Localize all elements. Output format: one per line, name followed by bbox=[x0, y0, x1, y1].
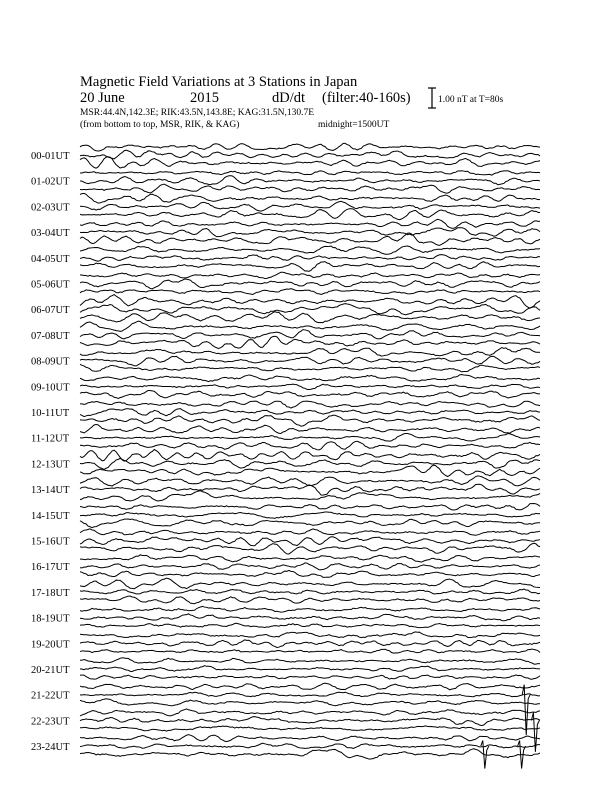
trace-rik-22-23ut bbox=[80, 717, 540, 726]
trace-msr-09-10ut bbox=[80, 390, 540, 398]
trace-msr-23-24ut bbox=[80, 749, 540, 759]
trace-rik-09-10ut bbox=[80, 384, 540, 389]
trace-rik-04-05ut bbox=[80, 255, 540, 262]
trace-kag-16-17ut bbox=[80, 555, 540, 562]
hour-label: 17-18UT bbox=[31, 587, 70, 599]
hour-label: 06-07UT bbox=[31, 305, 70, 317]
hour-label: 18-19UT bbox=[31, 613, 70, 625]
hour-label: 14-15UT bbox=[31, 510, 70, 522]
hour-labels bbox=[31, 151, 70, 753]
trace-kag-11-12ut bbox=[80, 425, 540, 434]
stations-coordinates: MSR:44.4N,142.3E; RIK:43.5N,143.8E; KAG:31.5N,130.7E bbox=[80, 108, 315, 118]
trace-rik-21-22ut bbox=[80, 692, 540, 696]
quantity-label: dD/dt bbox=[272, 90, 306, 106]
trace-rik-11-12ut bbox=[80, 433, 540, 441]
chart-title: Magnetic Field Variations at 3 Stations in Japan bbox=[80, 74, 358, 90]
trace-kag-19-20ut bbox=[80, 632, 540, 638]
trace-msr-18-19ut bbox=[80, 623, 540, 627]
date-day: 20 June bbox=[80, 90, 125, 106]
trace-msr-08-09ut bbox=[80, 364, 540, 372]
trace-kag-08-09ut bbox=[80, 348, 540, 357]
trace-rik-06-07ut bbox=[80, 304, 540, 315]
trace-msr-04-05ut bbox=[80, 262, 540, 272]
midnight-note: midnight=1500UT bbox=[318, 120, 390, 130]
trace-msr-10-11ut bbox=[80, 415, 540, 426]
hour-label: 03-04UT bbox=[31, 228, 70, 240]
trace-msr-22-23ut bbox=[80, 726, 540, 731]
filter-label: (filter:40-160s) bbox=[322, 90, 411, 106]
hour-label: 20-21UT bbox=[31, 665, 70, 676]
trace-kag-05-06ut bbox=[80, 272, 540, 278]
trace-kag-18-19ut bbox=[80, 606, 540, 612]
scale-bar bbox=[428, 88, 436, 108]
trace-kag-07-08ut bbox=[80, 321, 540, 331]
trace-rik-19-20ut bbox=[80, 640, 540, 648]
trace-msr-19-20ut bbox=[80, 649, 540, 653]
trace-kag-06-07ut bbox=[80, 295, 540, 309]
trace-msr-17-18ut bbox=[80, 596, 540, 604]
trace-rik-20-21ut bbox=[80, 666, 540, 672]
trace-kag-20-21ut bbox=[80, 658, 540, 664]
traces bbox=[80, 143, 540, 768]
trace-kag-01-02ut bbox=[80, 171, 540, 175]
trace-rik-12-13ut bbox=[80, 458, 540, 469]
trace-kag-21-22ut bbox=[80, 683, 540, 690]
hour-label: 15-16UT bbox=[31, 536, 70, 548]
trace-msr-07-08ut bbox=[80, 336, 540, 348]
hour-label: 01-02UT bbox=[31, 176, 70, 188]
trace-rik-01-02ut bbox=[80, 176, 540, 185]
trace-msr-21-22ut bbox=[80, 699, 540, 706]
trace-rik-23-24ut bbox=[80, 743, 540, 748]
hour-label: 09-10UT bbox=[31, 382, 70, 394]
hour-label: 08-09UT bbox=[31, 356, 70, 368]
trace-rik-15-16ut bbox=[80, 537, 540, 546]
hour-label: 05-06UT bbox=[31, 279, 70, 291]
date-year: 2015 bbox=[190, 90, 219, 106]
trace-msr-20-21ut bbox=[80, 675, 540, 679]
trace-order-note: (from bottom to top, MSR, RIK, & KAG) bbox=[80, 120, 240, 130]
trace-msr-11-12ut bbox=[80, 441, 540, 450]
trace-kag-15-16ut bbox=[80, 529, 540, 535]
trace-msr-14-15ut bbox=[80, 519, 540, 528]
trace-kag-02-03ut bbox=[80, 193, 540, 203]
hour-label: 00-01UT bbox=[31, 151, 70, 162]
hour-label: 10-11UT bbox=[31, 408, 70, 419]
trace-rik-07-08ut bbox=[80, 330, 540, 339]
hour-label: 13-14UT bbox=[31, 485, 70, 497]
trace-msr-06-07ut bbox=[80, 312, 540, 323]
trace-rik-14-15ut bbox=[80, 512, 540, 518]
trace-msr-15-16ut bbox=[80, 543, 540, 554]
hour-label: 22-23UT bbox=[31, 716, 70, 728]
trace-msr-16-17ut bbox=[80, 570, 540, 577]
trace-kag-13-14ut bbox=[80, 476, 540, 486]
trace-kag-12-13ut bbox=[80, 450, 540, 462]
hour-label: 12-13UT bbox=[31, 459, 70, 471]
trace-kag-17-18ut bbox=[80, 578, 540, 589]
trace-rik-00-01ut bbox=[80, 150, 540, 159]
trace-rik-17-18ut bbox=[80, 589, 540, 594]
trace-rik-16-17ut bbox=[80, 563, 540, 570]
trace-rik-02-03ut bbox=[80, 201, 540, 211]
trace-rik-18-19ut bbox=[80, 614, 540, 621]
trace-msr-05-06ut bbox=[80, 289, 540, 295]
trace-msr-01-02ut bbox=[80, 184, 540, 193]
trace-msr-02-03ut bbox=[80, 209, 540, 220]
trace-msr-12-13ut bbox=[80, 465, 540, 476]
trace-kag-23-24ut bbox=[80, 735, 540, 742]
hour-label: 21-22UT bbox=[31, 690, 70, 702]
hour-label: 02-03UT bbox=[31, 202, 70, 214]
trace-kag-09-10ut bbox=[80, 375, 540, 382]
trace-rik-08-09ut bbox=[80, 356, 540, 366]
hour-label: 23-24UT bbox=[31, 742, 70, 754]
hour-label: 16-17UT bbox=[31, 562, 70, 574]
trace-kag-03-04ut bbox=[80, 219, 540, 228]
trace-kag-00-01ut bbox=[80, 143, 540, 151]
hour-label: 11-12UT bbox=[31, 433, 70, 445]
trace-rik-05-06ut bbox=[80, 279, 540, 289]
spike-event-0 bbox=[522, 685, 530, 736]
hour-label: 19-20UT bbox=[31, 639, 70, 651]
trace-rik-03-04ut bbox=[80, 228, 540, 237]
trace-kag-10-11ut bbox=[80, 401, 540, 408]
trace-kag-22-23ut bbox=[80, 709, 540, 716]
hour-label: 04-05UT bbox=[31, 253, 70, 265]
trace-msr-03-04ut bbox=[80, 233, 540, 245]
trace-msr-00-01ut bbox=[80, 157, 540, 168]
trace-rik-10-11ut bbox=[80, 409, 540, 417]
trace-msr-13-14ut bbox=[80, 491, 540, 501]
hour-label: 07-08UT bbox=[31, 330, 70, 342]
scale-bar-label: 1.00 nT at T=80s bbox=[438, 95, 504, 105]
trace-kag-04-05ut bbox=[80, 246, 540, 254]
trace-kag-14-15ut bbox=[80, 504, 540, 510]
